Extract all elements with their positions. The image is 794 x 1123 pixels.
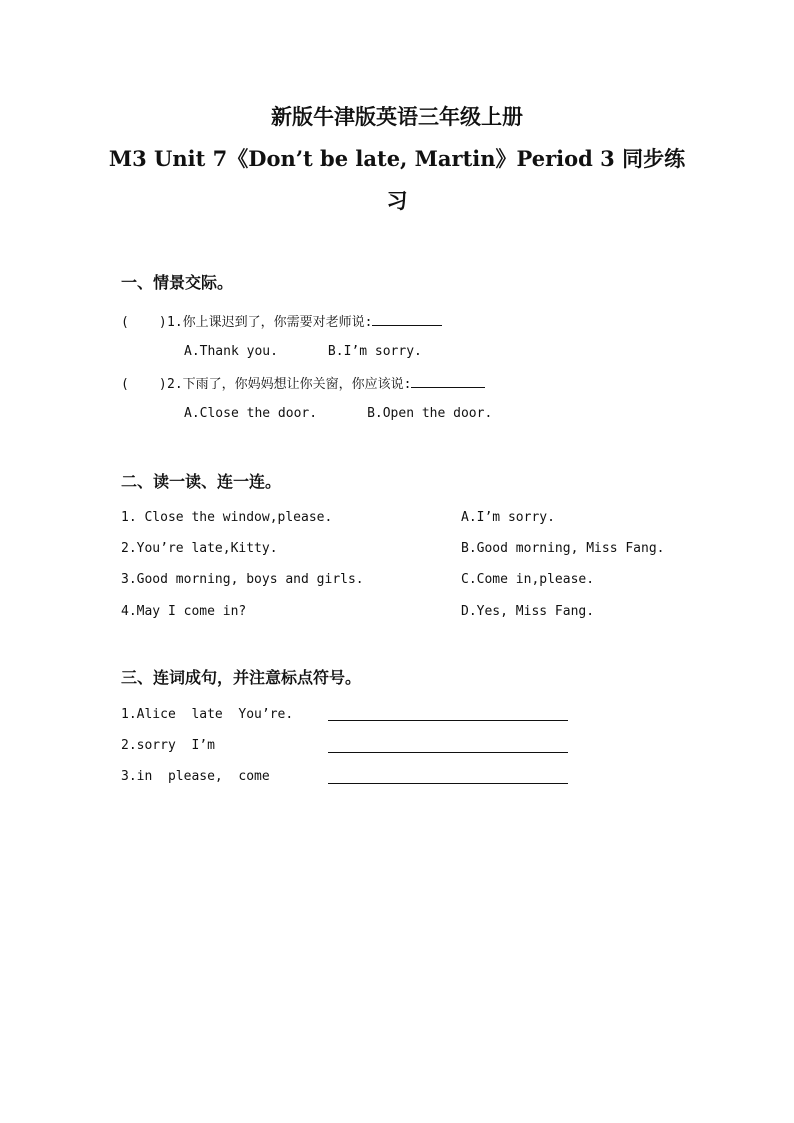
section-2-heading: 二、读一读、连一连。 bbox=[121, 472, 282, 491]
match-right-a[interactable]: A.I’m sorry. bbox=[461, 510, 555, 525]
match-left-1[interactable]: 1. Close the window,please. bbox=[121, 510, 333, 525]
question-2-options bbox=[184, 405, 492, 423]
title-line-1: 新版牛津版英语三年级上册 bbox=[271, 104, 523, 129]
question-1 bbox=[121, 311, 442, 332]
match-left-4[interactable]: 4.May I come in? bbox=[121, 604, 247, 619]
paren-open: ( bbox=[121, 315, 129, 330]
match-right-b[interactable]: B.Good morning, Miss Fang. bbox=[461, 541, 665, 556]
question-2-blank[interactable] bbox=[411, 373, 485, 388]
answer-paren[interactable] bbox=[121, 314, 167, 332]
match-right-d[interactable]: D.Yes, Miss Fang. bbox=[461, 604, 595, 619]
question-2-option-b: B.Open the door. bbox=[367, 406, 493, 421]
question-1-text: 1.你上课迟到了，你需要对老师说: bbox=[167, 315, 373, 330]
answer-line-2[interactable] bbox=[328, 752, 568, 753]
word-order-item-1: 1.Alice late You’re. bbox=[121, 707, 294, 722]
question-1-option-a: A.Thank you. bbox=[184, 344, 278, 359]
title-line-3: 习 bbox=[386, 188, 408, 213]
question-1-blank[interactable] bbox=[372, 311, 442, 326]
answer-paren[interactable] bbox=[121, 376, 167, 394]
title-line-2: M3 Unit 7《Don’t be late, Martin》Period 3 同步练 bbox=[108, 146, 686, 171]
section-1-heading: 一、情景交际。 bbox=[121, 273, 234, 292]
question-2-option-a: A.Close the door. bbox=[184, 406, 318, 421]
word-order-item-3: 3.in please, come bbox=[121, 769, 270, 784]
paren-close: ) bbox=[158, 377, 167, 392]
section-3-heading: 三、连词成句，并注意标点符号。 bbox=[121, 668, 362, 687]
question-2 bbox=[121, 373, 485, 394]
match-right-c[interactable]: C.Come in,please. bbox=[461, 572, 595, 587]
question-1-options bbox=[184, 343, 422, 361]
answer-line-1[interactable] bbox=[328, 720, 568, 721]
paren-open: ( bbox=[121, 377, 129, 392]
match-left-3[interactable]: 3.Good morning, boys and girls. bbox=[121, 572, 364, 587]
paren-close: ) bbox=[158, 315, 167, 330]
word-order-item-2: 2.sorry I’m bbox=[121, 738, 215, 753]
question-1-option-b: B.I’m sorry. bbox=[327, 344, 422, 359]
match-left-2[interactable]: 2.You’re late,Kitty. bbox=[121, 541, 278, 556]
question-2-text: 2.下雨了，你妈妈想让你关窗，你应该说: bbox=[167, 377, 412, 392]
answer-line-3[interactable] bbox=[328, 783, 568, 784]
